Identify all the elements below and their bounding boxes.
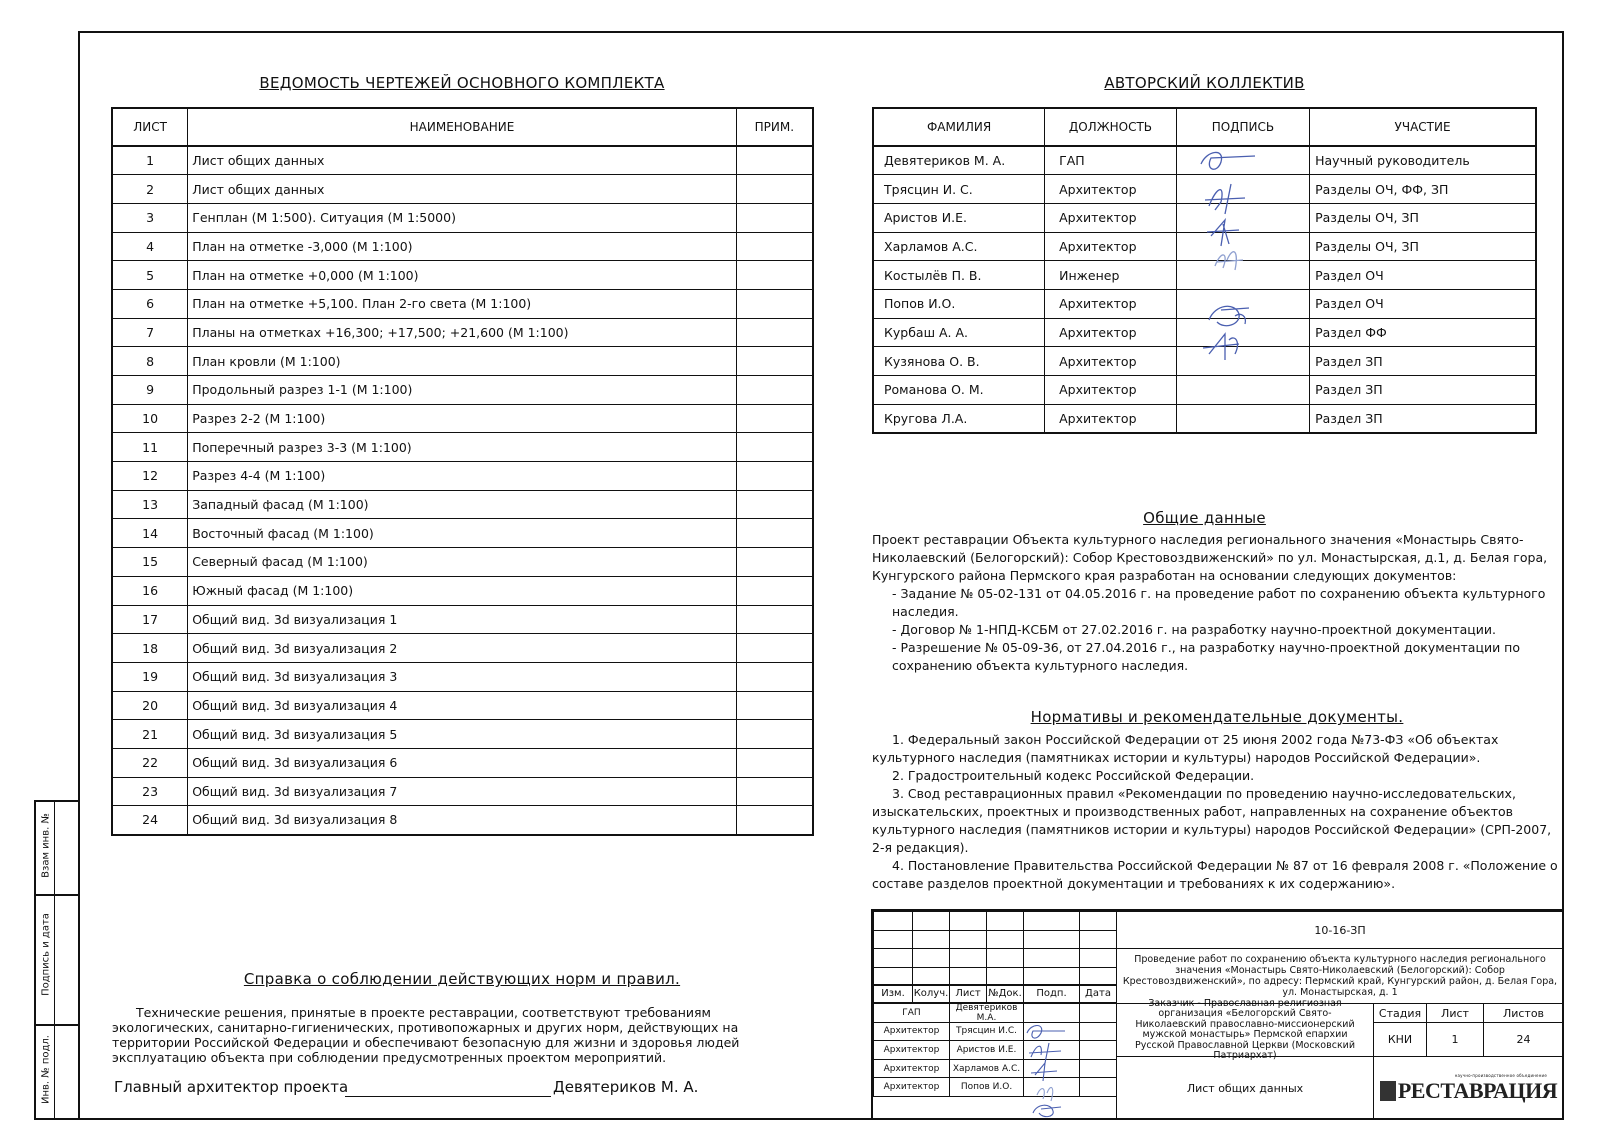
sheet-name: Общий вид. 3d визуализация 3 <box>188 662 737 691</box>
drawing-row <box>112 548 813 577</box>
drawings-list-title: ВЕДОМОСТЬ ЧЕРТЕЖЕЙ ОСНОВНОГО КОМПЛЕКТА <box>259 74 665 92</box>
drawing-row <box>112 462 813 491</box>
signer-name: Трясцин И.С. <box>949 1022 1024 1042</box>
sheet-note <box>736 146 813 175</box>
drawings-table <box>111 107 814 836</box>
stamp-col-header: Подп. <box>1023 984 1080 1003</box>
sheet-number: 3 <box>112 203 188 232</box>
sheet-number: 15 <box>112 548 188 577</box>
signer-name: Аристов И.Е. <box>949 1040 1024 1060</box>
revision-cell <box>873 948 913 968</box>
norms-item: 1. Федеральный закон Российской Федерации от 25 июня 2002 года №73-ФЗ «Об объектах культурного наследия (памятниках истории и культуры) народов Российской Федерации». <box>872 732 1499 765</box>
compliance-title: Справка о соблюдении действующих норм и правил. <box>243 970 681 988</box>
author-name: Кругова Л.А. <box>873 404 1045 433</box>
sheet-name: План на отметке +5,100. План 2-го света (М 1:100) <box>188 289 737 318</box>
sheet-name: Северный фасад (М 1:100) <box>188 548 737 577</box>
general-data-item: - Задание № 05-02-131 от 04.05.2016 г. на проведение работ по сохранению объекта культурного наследия. <box>892 586 1546 619</box>
author-position: Архитектор <box>1045 318 1177 347</box>
author-name: Романова О. М. <box>873 376 1045 405</box>
stamp-sheet-title: Лист общих данных <box>1116 1056 1374 1120</box>
compliance-text: Технические решения, принятые в проекте реставрации, соответствуют требованиям экологических, санитарно-гигиенических, противопожарных и других норм, действующих на территории Российской Федерации и обеспечивают безопасную для жизни и здоровья людей эксплуатацию объекта при соблюдении предусмотренных проектом мероприятий. <box>112 1005 740 1065</box>
sheet-note <box>736 376 813 405</box>
stamp-col-header: №Док. <box>986 984 1024 1003</box>
sheet-number: 6 <box>112 289 188 318</box>
norms-item: 4. Постановление Правительства Российской Федерации № 87 от 16 февраля 2008 г. «Положение о составе разделов проектной документации и требованиях к их содержанию». <box>872 858 1558 891</box>
sheet-number: 21 <box>112 720 188 749</box>
sheet-number: 9 <box>112 376 188 405</box>
signature-scribble <box>1201 152 1255 169</box>
sheet-number: 24 <box>112 806 188 835</box>
general-data-intro: Проект реставрации Объекта культурного наследия регионального значения «Монастырь Свято-Николаевский (Белогорский): Собор Крестовоздвиженский» по ул. Монастырская, д.1, д. Белая гора, Кунгурского района Пермского края разработан на основании следующих документов: <box>872 532 1548 583</box>
sheet-name: Генплан (М 1:500). Ситуация (М 1:5000) <box>188 203 737 232</box>
drawing-row <box>112 576 813 605</box>
author-position: Архитектор <box>1045 232 1177 261</box>
sheet-name: Лист общих данных <box>188 175 737 204</box>
sheet-number: 20 <box>112 691 188 720</box>
sheet-name: Разрез 4-4 (М 1:100) <box>188 462 737 491</box>
sheet-number: 7 <box>112 318 188 347</box>
revision-cell <box>912 930 950 950</box>
chief-architect-label: Главный архитектор проекта <box>114 1078 349 1096</box>
drawing-row <box>112 519 813 548</box>
sheet-number: 14 <box>112 519 188 548</box>
title-block <box>871 909 1564 1120</box>
column-header: ПОДПИСЬ <box>1176 108 1309 146</box>
drawing-row <box>112 433 813 462</box>
sheet-note <box>736 777 813 806</box>
revision-cell <box>1023 930 1080 950</box>
author-name: Девятериков М. А. <box>873 146 1045 175</box>
drawing-row <box>112 634 813 663</box>
drawing-row <box>112 748 813 777</box>
sheet-name: Общий вид. 3d визуализация 2 <box>188 634 737 663</box>
norms-item: 3. Свод реставрационных правил «Рекомендации по проведению научно-исследовательских, изыскательских, проектных и производственных работ, направленных на сохранение объектов культурного наследия (памятников истории и культуры) народов Российской Федерации» (СРП-2007, 2-я редакция). <box>872 786 1552 855</box>
revision-cell <box>1023 911 1080 931</box>
signature-scribble <box>1031 1063 1057 1081</box>
sheet-name: Восточный фасад (М 1:100) <box>188 519 737 548</box>
revision-cell <box>949 930 987 950</box>
author-participation: Раздел ЗП <box>1310 347 1536 376</box>
drawing-row <box>112 146 813 175</box>
chief-architect-name: Девятериков М. А. <box>553 1078 699 1096</box>
sheet-number: 22 <box>112 748 188 777</box>
sheet-note <box>736 261 813 290</box>
signature-scribble <box>1209 306 1249 325</box>
signer-name: Попов И.О. <box>949 1077 1024 1097</box>
author-name: Трясцин И. С. <box>873 175 1045 204</box>
binding-strip <box>34 800 78 1120</box>
sheet-note <box>736 318 813 347</box>
drawing-row <box>112 605 813 634</box>
drawing-row <box>112 691 813 720</box>
sheet-number: 1 <box>112 146 188 175</box>
column-header: ПРИМ. <box>736 108 813 146</box>
column-header: ФАМИЛИЯ <box>873 108 1045 146</box>
sheet-note <box>736 433 813 462</box>
sheet-note <box>736 662 813 691</box>
revision-cell <box>873 911 913 931</box>
general-data-item: - Разрешение № 05-09-36, от 27.04.2016 г., на разработку научно-проектной документации по сохранению объекта культурного наследия. <box>892 640 1520 673</box>
author-position: ГАП <box>1045 146 1177 175</box>
author-participation: Научный руководитель <box>1310 146 1536 175</box>
sheet-name: Общий вид. 3d визуализация 6 <box>188 748 737 777</box>
stamp-description: Проведение работ по сохранению объекта культурного наследия регионального значения «Монастырь Свято-Николаевский (Белогорский): Собор Крестовоздвиженский», по адресу: Пермский край, Кунгурский район, д. Белая Гора, ул. Монастырская, д. 1 <box>1116 948 1564 1004</box>
general-data-title: Общие данные <box>1143 509 1266 527</box>
author-position: Архитектор <box>1045 347 1177 376</box>
sheet-note <box>736 634 813 663</box>
stamp-customer: Заказчик - Православная религиозная организация «Белогорский Свято-Николаевский православно-миссионерский мужской монастырь» Пермской епархии Русской Православной Церкви (Московский Патриархат) <box>1116 1003 1374 1057</box>
stamp-stage-header: Стадия <box>1373 1003 1427 1023</box>
stamp-sheet-header: Лист <box>1426 1003 1484 1023</box>
sheet-name: Лист общих данных <box>188 146 737 175</box>
author-position: Архитектор <box>1045 404 1177 433</box>
drawing-row <box>112 777 813 806</box>
sheet-name: Разрез 2-2 (М 1:100) <box>188 404 737 433</box>
signer-date <box>1079 1022 1117 1042</box>
author-position: Архитектор <box>1045 289 1177 318</box>
author-name: Попов И.О. <box>873 289 1045 318</box>
sheet-note <box>736 203 813 232</box>
author-position: Инженер <box>1045 261 1177 290</box>
sheet-number: 16 <box>112 576 188 605</box>
general-data-text <box>872 531 1562 675</box>
signature-scribble <box>1215 252 1243 270</box>
side-label: Подпись и дата <box>40 913 52 996</box>
norms-item: 2. Градостроительный кодекс Российской Федерации. <box>892 768 1255 783</box>
sheet-number: 10 <box>112 404 188 433</box>
logo-text: РЕСТАВРАЦИЯ <box>1397 1077 1558 1103</box>
stamp-col-header: Лист <box>949 984 987 1003</box>
sheet-number: 18 <box>112 634 188 663</box>
sheet-name: Поперечный разрез 3-3 (М 1:100) <box>188 433 737 462</box>
signer-date <box>1079 1077 1117 1097</box>
signer-name: Харламов А.С. <box>949 1059 1024 1079</box>
sheet-number: 5 <box>112 261 188 290</box>
drawing-row <box>112 318 813 347</box>
author-name: Курбаш А. А. <box>873 318 1045 347</box>
drawing-row <box>112 404 813 433</box>
sheet-note <box>736 490 813 519</box>
drawing-row <box>112 662 813 691</box>
sheet-note <box>736 462 813 491</box>
sheet-name: Общий вид. 3d визуализация 5 <box>188 720 737 749</box>
author-signatures <box>1195 144 1275 414</box>
author-name: Кузянова О. В. <box>873 347 1045 376</box>
sheet-note <box>736 605 813 634</box>
sheet-number: 11 <box>112 433 188 462</box>
stamp-sheet: 1 <box>1426 1022 1484 1057</box>
author-position: Архитектор <box>1045 376 1177 405</box>
sheet-name: План кровли (М 1:100) <box>188 347 737 376</box>
revision-cell <box>949 948 987 968</box>
logo-mark-icon <box>1380 1081 1396 1101</box>
sheet-number: 2 <box>112 175 188 204</box>
authors-title: АВТОРСКИЙ КОЛЛЕКТИВ <box>1104 74 1305 92</box>
sheet-number: 12 <box>112 462 188 491</box>
drawing-row <box>112 261 813 290</box>
sheet-note <box>736 720 813 749</box>
signature-scribble <box>1207 220 1239 246</box>
column-header: УЧАСТИЕ <box>1310 108 1536 146</box>
signer-role: ГАП <box>873 1003 950 1023</box>
stamp-col-header: Колуч. <box>912 984 950 1003</box>
sheet-number: 23 <box>112 777 188 806</box>
drawing-row <box>112 289 813 318</box>
author-name: Аристов И.Е. <box>873 203 1045 232</box>
drawing-row <box>112 175 813 204</box>
author-participation: Раздел ЗП <box>1310 376 1536 405</box>
signer-role: Архитектор <box>873 1077 950 1097</box>
revision-cell <box>949 911 987 931</box>
sheet-number: 4 <box>112 232 188 261</box>
sheet-note <box>736 404 813 433</box>
sheet-note <box>736 232 813 261</box>
signature-scribble <box>1203 334 1239 360</box>
sheet-note <box>736 576 813 605</box>
revision-cell <box>1079 948 1117 968</box>
sheet-note <box>736 548 813 577</box>
drawing-row <box>112 490 813 519</box>
signature-scribble <box>1205 184 1245 214</box>
signature-scribble <box>1027 1026 1065 1039</box>
author-participation: Раздел ОЧ <box>1310 261 1536 290</box>
signer-signature <box>1023 1003 1080 1023</box>
revision-cell <box>986 948 1024 968</box>
signature-scribble <box>1033 1105 1061 1116</box>
author-participation: Разделы ОЧ, ЗП <box>1310 203 1536 232</box>
sheet-note <box>736 519 813 548</box>
drawing-row <box>112 347 813 376</box>
drawing-row <box>112 203 813 232</box>
revision-cell <box>1023 948 1080 968</box>
sheet-name: Западный фасад (М 1:100) <box>188 490 737 519</box>
signer-role: Архитектор <box>873 1022 950 1042</box>
drawing-row <box>112 232 813 261</box>
sheet-name: Общий вид. 3d визуализация 1 <box>188 605 737 634</box>
drawing-row <box>112 376 813 405</box>
sheet-name: Планы на отметках +16,300; +17,500; +21,600 (М 1:100) <box>188 318 737 347</box>
sheet-name: План на отметке +0,000 (М 1:100) <box>188 261 737 290</box>
revision-cell <box>912 911 950 931</box>
author-participation: Разделы ОЧ, ЗП <box>1310 232 1536 261</box>
side-label: Взам инв. № <box>40 813 52 878</box>
norms-text <box>872 731 1562 893</box>
author-name: Костылёв П. В. <box>873 261 1045 290</box>
signer-role: Архитектор <box>873 1040 950 1060</box>
author-participation: Разделы ОЧ, ФФ, ЗП <box>1310 175 1536 204</box>
sheet-name: План на отметке -3,000 (М 1:100) <box>188 232 737 261</box>
author-position: Архитектор <box>1045 203 1177 232</box>
logo-caption: научно-производственное объединение <box>1454 1072 1547 1078</box>
signer-date <box>1079 1003 1117 1023</box>
stamp-signatures <box>1021 1023 1081 1119</box>
drawing-row <box>112 806 813 835</box>
sheet-name: Общий вид. 3d визуализация 8 <box>188 806 737 835</box>
stamp-code: 10-16-ЗП <box>1116 911 1564 949</box>
author-position: Архитектор <box>1045 175 1177 204</box>
sheet-number: 17 <box>112 605 188 634</box>
sheet-number: 19 <box>112 662 188 691</box>
sheet-name: Южный фасад (М 1:100) <box>188 576 737 605</box>
revision-cell <box>912 948 950 968</box>
general-data-item: - Договор № 1-НПД-КСБМ от 27.02.2016 г. на разработку научно-проектной документации. <box>892 622 1496 637</box>
author-participation: Раздел ОЧ <box>1310 289 1536 318</box>
revision-cell <box>986 930 1024 950</box>
stamp-col-header: Дата <box>1079 984 1117 1003</box>
revision-cell <box>873 930 913 950</box>
logo <box>1373 1056 1564 1120</box>
stamp-sheets: 24 <box>1483 1022 1564 1057</box>
sheet-note <box>736 347 813 376</box>
stamp-stage: КНИ <box>1373 1022 1427 1057</box>
revision-cell <box>1079 911 1117 931</box>
sheet-note <box>736 289 813 318</box>
column-header: ДОЛЖНОСТЬ <box>1045 108 1177 146</box>
stamp-sheets-header: Листов <box>1483 1003 1564 1023</box>
sheet-number: 8 <box>112 347 188 376</box>
sheet-number: 13 <box>112 490 188 519</box>
signature-line <box>345 1096 551 1097</box>
signature-scribble <box>1029 1043 1061 1063</box>
stamp-col-header: Изм. <box>873 984 913 1003</box>
signer-name: Девятериков М.А. <box>949 1003 1024 1023</box>
column-header: НАИМЕНОВАНИЕ <box>188 108 737 146</box>
norms-title: Нормативы и рекомендательные документы. <box>1030 708 1404 726</box>
sheet-name: Общий вид. 3d визуализация 7 <box>188 777 737 806</box>
author-participation: Раздел ФФ <box>1310 318 1536 347</box>
column-header: ЛИСТ <box>112 108 188 146</box>
sheet-note <box>736 691 813 720</box>
side-label: Инв. № подл. <box>40 1035 52 1104</box>
drawing-row <box>112 720 813 749</box>
author-participation: Раздел ЗП <box>1310 404 1536 433</box>
sheet-note <box>736 806 813 835</box>
signer-role: Архитектор <box>873 1059 950 1079</box>
revision-cell <box>1079 930 1117 950</box>
signer-date <box>1079 1040 1117 1060</box>
sheet-note <box>736 748 813 777</box>
signer-date <box>1079 1059 1117 1079</box>
revision-cell <box>986 911 1024 931</box>
signature-scribble <box>1037 1087 1053 1101</box>
sheet-note <box>736 175 813 204</box>
author-name: Харламов А.С. <box>873 232 1045 261</box>
sheet-name: Продольный разрез 1-1 (М 1:100) <box>188 376 737 405</box>
sheet-name: Общий вид. 3d визуализация 4 <box>188 691 737 720</box>
